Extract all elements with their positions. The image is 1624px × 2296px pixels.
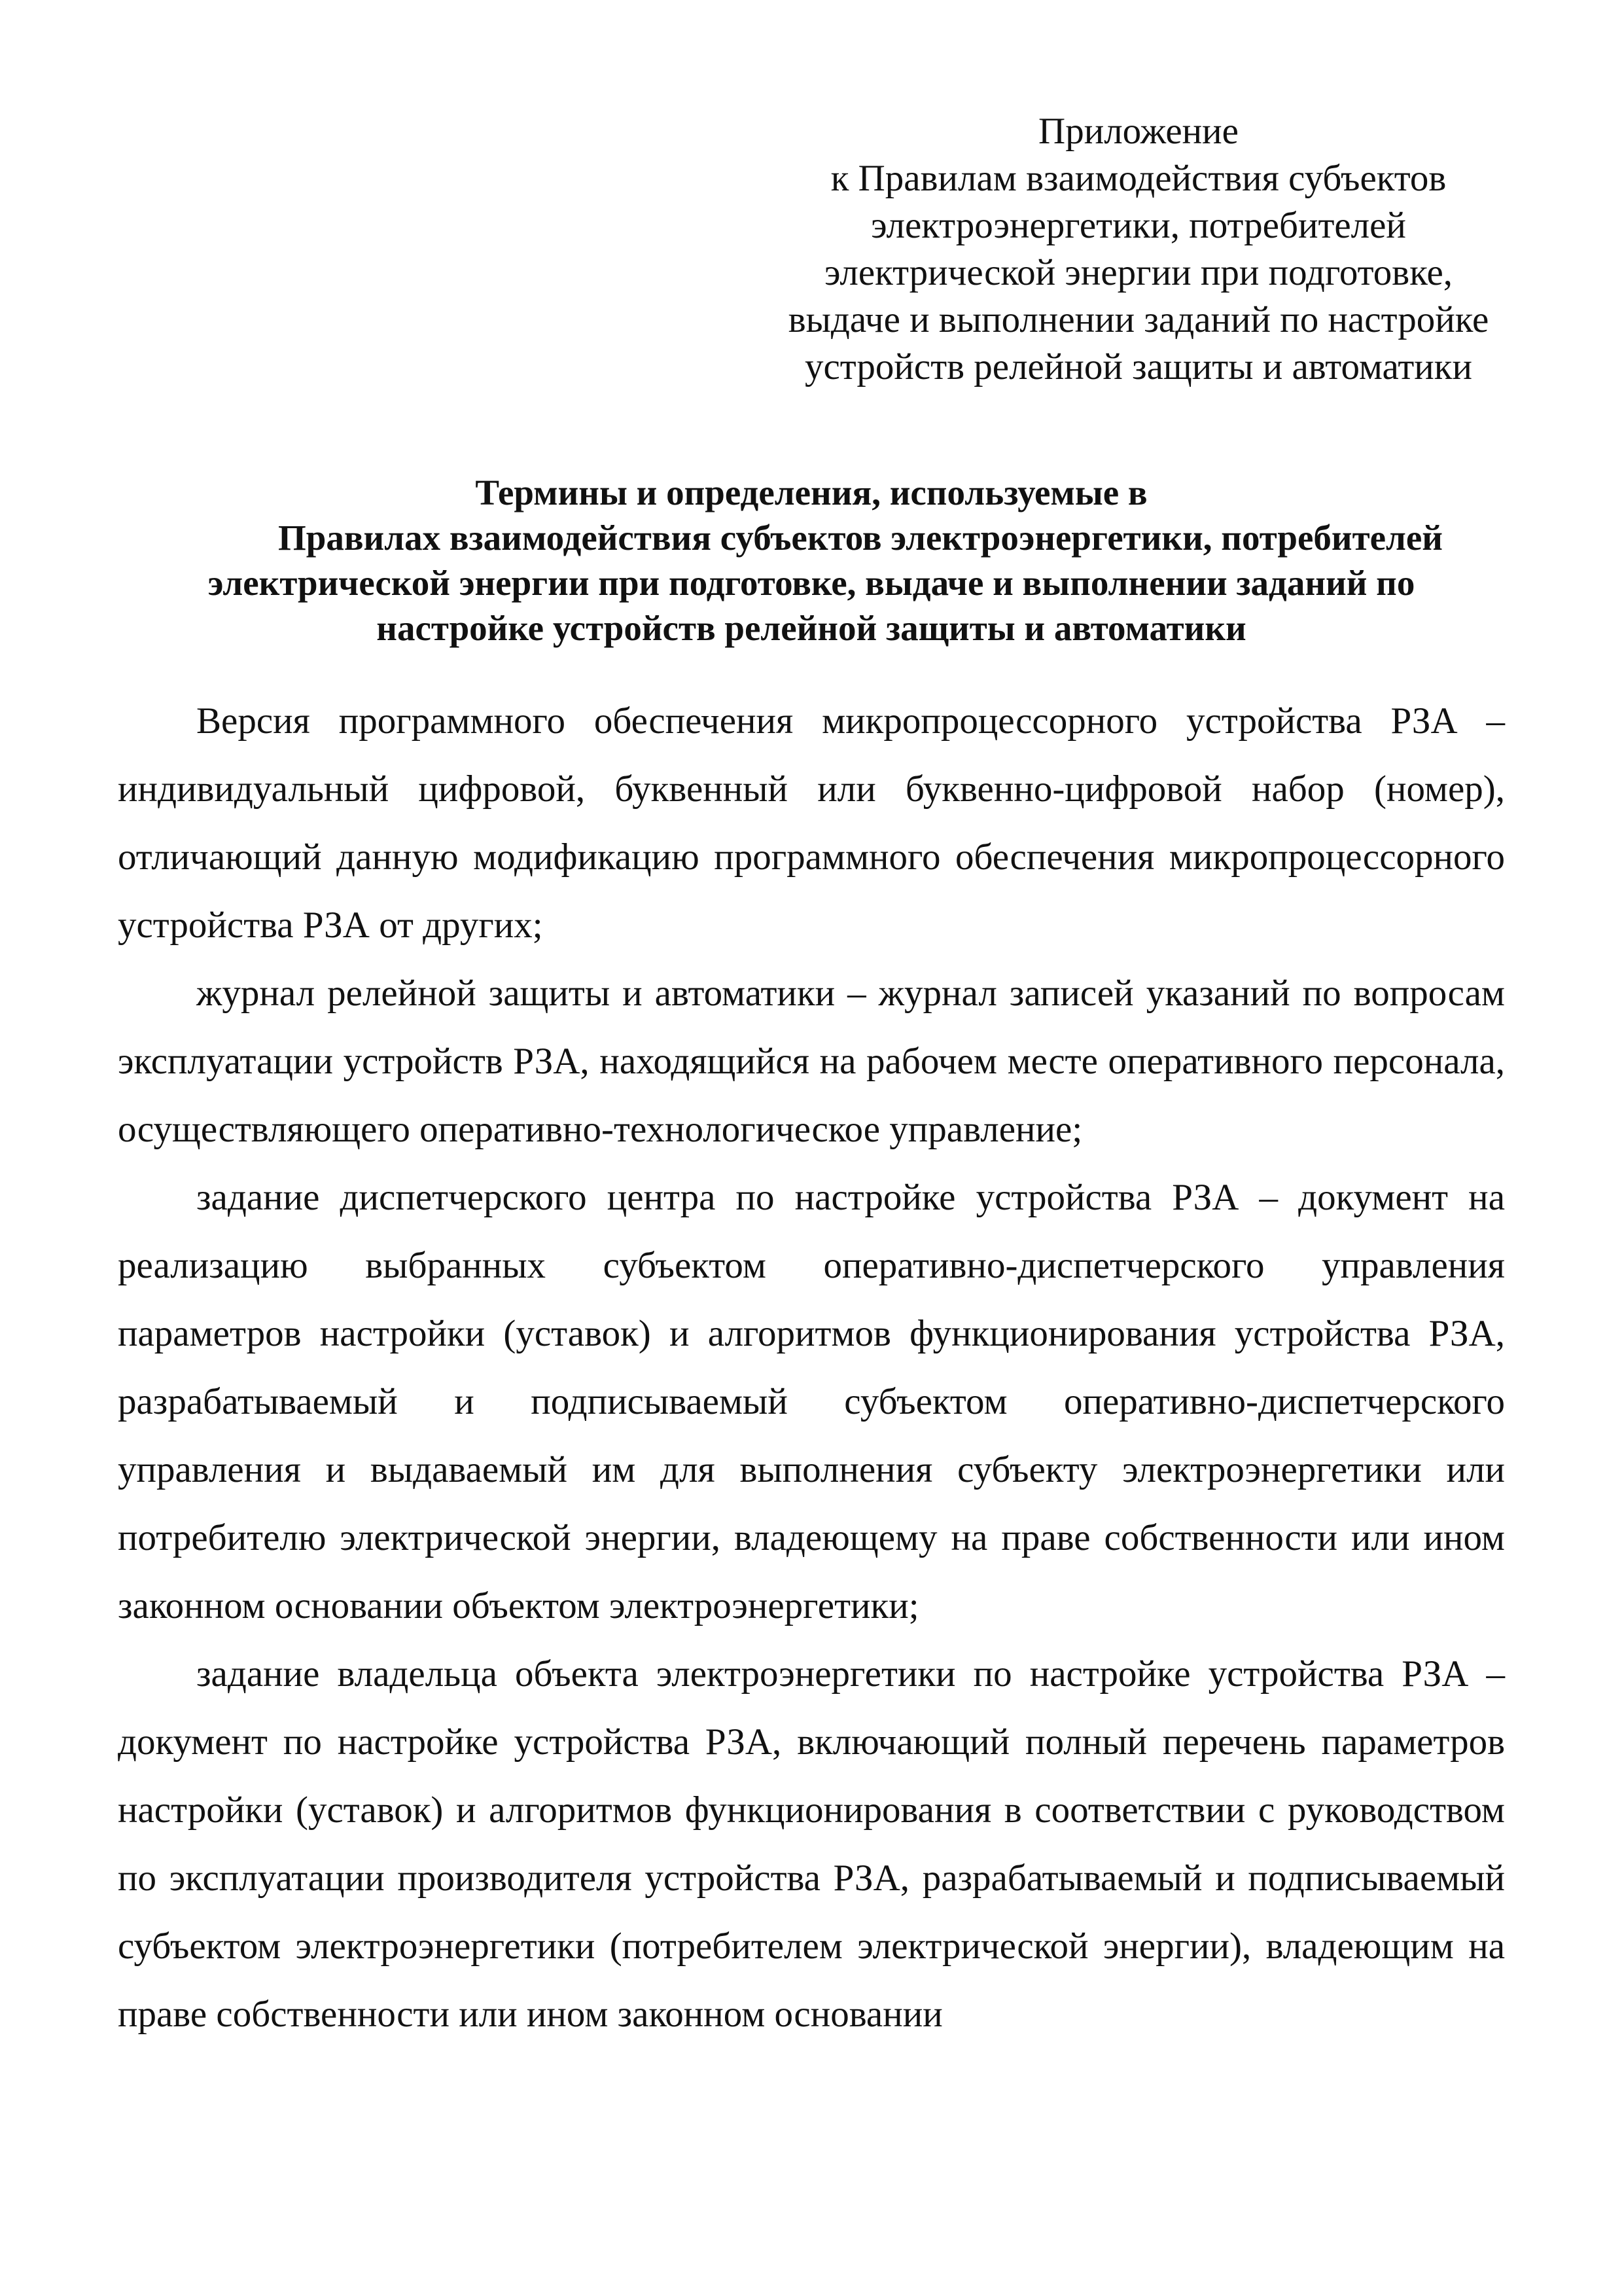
definition-paragraph: журнал релейной защиты и автоматики – журнал записей указаний по вопросам эксплуатации устройств РЗА, находящийся на рабочем месте оперативного персонала, осуществляющего оперативно-технологическое управление;	[118, 973, 1505, 1150]
definitions-body	[118, 687, 1505, 2049]
document-title	[118, 470, 1505, 651]
appendix-line: устройств релейной защиты и автоматики	[805, 346, 1472, 387]
appendix-line: электроэнергетики, потребителей	[871, 205, 1406, 246]
title-line: электрической энергии при подготовке, выдаче и выполнении заданий по	[207, 563, 1415, 603]
title-line: Правилах взаимодействия субъектов электроэнергетики, потребителей	[277, 518, 1443, 558]
definition-paragraph: Версия программного обеспечения микропроцессорного устройства РЗА – индивидуальный цифровой, буквенный или буквенно-цифровой набор (номер), отличающий данную модификацию программного обеспечения микропроцессорного устройства РЗА от других;	[118, 700, 1505, 946]
definition-paragraph: задание диспетчерского центра по настройке устройства РЗА – документ на реализацию выбранных субъектом оперативно-диспетчерского управления параметров настройки (уставок) и алгоритмов функционирования устройства РЗА, разрабатываемый и подписываемый субъектом оперативно-диспетчерского управления и выдаваемый им для выполнения субъекту электроэнергетики или потребителю электрической энергии, владеющему на праве собственности или ином законном основании объектом электроэнергетики;	[118, 1177, 1505, 1626]
appendix-line: выдаче и выполнении заданий по настройке	[788, 299, 1489, 340]
definition-paragraph: задание владельца объекта электроэнергетики по настройке устройства РЗА – документ по настройке устройства РЗА, включающий полный перечень параметров настройки (уставок) и алгоритмов функционирования в соответствии с руководством по эксплуатации производителя устройства РЗА, разрабатываемый и подписываемый субъектом электроэнергетики (потребителем электрической энергии), владеющим на праве собственности или ином законном основании	[118, 1653, 1505, 2035]
title-line: Термины и определения, используемые в	[475, 473, 1148, 512]
appendix-header	[733, 108, 1544, 391]
title-line: настройке устройств релейной защиты и автоматики	[376, 608, 1246, 648]
appendix-line: электрической энергии при подготовке,	[824, 252, 1453, 293]
appendix-line: к Правилам взаимодействия субъектов	[830, 158, 1447, 199]
appendix-line: Приложение	[1038, 111, 1239, 152]
